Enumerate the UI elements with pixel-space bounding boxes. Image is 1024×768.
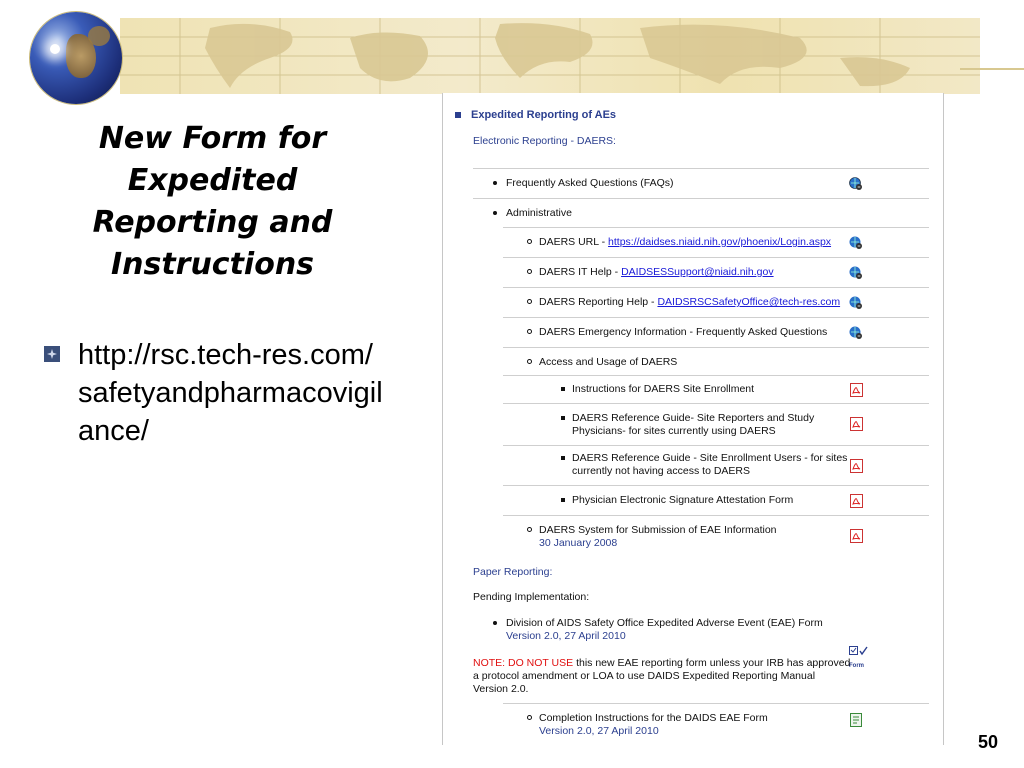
completion-label: Completion Instructions for the DAIDS EAE Form — [539, 712, 768, 724]
signature-form-label: Physician Electronic Signature Attestation Form — [572, 494, 794, 506]
page-number: 50 — [978, 732, 999, 752]
pdf-icon[interactable] — [850, 383, 863, 402]
bullet-dot — [493, 211, 497, 215]
bullet-item — [44, 336, 384, 450]
title-line: New Form for — [98, 121, 327, 156]
list-item — [503, 348, 929, 376]
daers-url-row — [539, 236, 831, 249]
banner-rule — [960, 68, 1024, 70]
circle-bullet — [527, 299, 532, 304]
reporting-help-row — [539, 296, 840, 309]
list-item — [503, 318, 929, 348]
electronic-heading: Electronic Reporting - DAERS: — [473, 135, 616, 147]
section-heading-text: Expedited Reporting of AEs — [471, 109, 617, 121]
access-usage-label: Access and Usage of DAERS — [539, 356, 678, 368]
circle-bullet — [527, 329, 532, 334]
circle-bullet — [527, 359, 532, 364]
completion — [539, 712, 768, 738]
list-item — [473, 169, 929, 199]
web-link-icon[interactable] — [849, 326, 863, 345]
division-form-version: Version 2.0, 27 April 2010 — [506, 630, 626, 642]
division-form-label: Division of AIDS Safety Office Expedited Adverse Event (EAE) Form — [506, 617, 823, 629]
list-item — [503, 404, 929, 446]
section-heading — [455, 109, 616, 121]
list-item — [503, 258, 929, 288]
note-line3: Version 2.0. — [473, 683, 529, 695]
slide-title — [40, 118, 385, 286]
emergency-info-label: DAERS Emergency Information - Frequently Asked Questions — [539, 326, 828, 338]
ref-guide-reporters-line1: DAERS Reference Guide- Site Reporters and Study — [572, 412, 815, 424]
faq-label: Frequently Asked Questions (FAQs) — [506, 177, 674, 189]
circle-bullet — [527, 715, 532, 720]
pdf-icon[interactable] — [850, 494, 863, 513]
circle-bullet — [527, 269, 532, 274]
site-enrollment-label: Instructions for DAERS Site Enrollment — [572, 383, 755, 395]
world-map-strip — [120, 18, 980, 94]
eae-system — [539, 524, 777, 550]
list-item — [473, 199, 929, 229]
daers-url-link[interactable]: https://daidses.niaid.nih.gov/phoenix/Login.aspx — [608, 236, 832, 248]
square-bullet-icon — [455, 112, 461, 118]
title-line: Reporting and — [92, 205, 333, 240]
daers-url-label: DAERS URL - — [539, 236, 609, 248]
bullet-star-icon — [44, 346, 60, 362]
circle-bullet — [527, 527, 532, 532]
bullet-dot — [493, 181, 497, 185]
pending-label: Pending Implementation: — [473, 591, 590, 603]
ref-guide-enrollment-line2: currently not having access to DAERS — [572, 465, 750, 477]
bullet-dot — [493, 621, 497, 625]
list-item — [503, 704, 929, 745]
note-paragraph — [473, 657, 853, 696]
it-help-link[interactable]: DAIDSESSupport@niaid.nih.gov — [621, 266, 774, 278]
list-item — [503, 446, 929, 486]
form-icon-label: Form — [849, 663, 864, 669]
header-banner — [0, 0, 1024, 100]
note-line1: this new EAE reporting form unless your IRB has approved — [573, 657, 851, 669]
list-item — [503, 516, 929, 556]
list-item — [503, 376, 929, 404]
completion-version: Version 2.0, 27 April 2010 — [539, 725, 659, 737]
list-item — [503, 486, 929, 516]
circle-bullet — [527, 239, 532, 244]
web-link-icon[interactable] — [849, 296, 863, 315]
square-bullet — [561, 416, 565, 420]
ref-guide-enrollment-line1: DAERS Reference Guide - Site Enrollment Users - for sites — [572, 452, 848, 464]
web-link-icon[interactable] — [849, 266, 863, 285]
pdf-icon[interactable] — [850, 529, 863, 548]
webpage-panel — [442, 93, 944, 745]
reporting-help-link[interactable]: DAIDSRSCSafetyOffice@tech-res.com — [657, 296, 841, 308]
square-bullet — [561, 456, 565, 460]
reporting-help-label: DAERS Reporting Help - — [539, 296, 658, 308]
world-map-graphic — [120, 18, 980, 94]
division-form — [506, 617, 823, 643]
it-help-row — [539, 266, 774, 279]
ref-guide-reporters — [572, 412, 814, 438]
pdf-icon[interactable] — [850, 459, 863, 478]
it-help-label: DAERS IT Help - — [539, 266, 622, 278]
globe-icon — [30, 12, 122, 104]
list-item — [503, 228, 929, 258]
square-bullet — [561, 498, 565, 502]
list-item — [503, 288, 929, 318]
eae-system-date: 30 January 2008 — [539, 537, 618, 549]
title-line: Instructions — [110, 247, 315, 282]
square-bullet — [561, 387, 565, 391]
bullet-url[interactable]: http://rsc.tech-res.com/safetyandpharmacovigilance/ — [78, 339, 383, 447]
document-icon[interactable] — [850, 713, 863, 732]
ref-guide-reporters-line2: Physicians- for sites currently using DAERS — [572, 425, 776, 437]
administrative-label: Administrative — [506, 207, 572, 219]
ref-guide-enrollment — [572, 452, 847, 478]
eae-system-label: DAERS System for Submission of EAE Information — [539, 524, 777, 536]
pdf-icon[interactable] — [850, 417, 863, 436]
web-link-icon[interactable] — [849, 236, 863, 255]
paper-heading: Paper Reporting: — [473, 566, 553, 578]
note-line2: a protocol amendment or LOA to use DAIDS Expedited Reporting Manual — [473, 670, 816, 682]
note-red-text: NOTE: DO NOT USE — [473, 657, 574, 669]
web-link-icon[interactable] — [849, 177, 863, 196]
title-line: Expedited — [127, 163, 298, 198]
